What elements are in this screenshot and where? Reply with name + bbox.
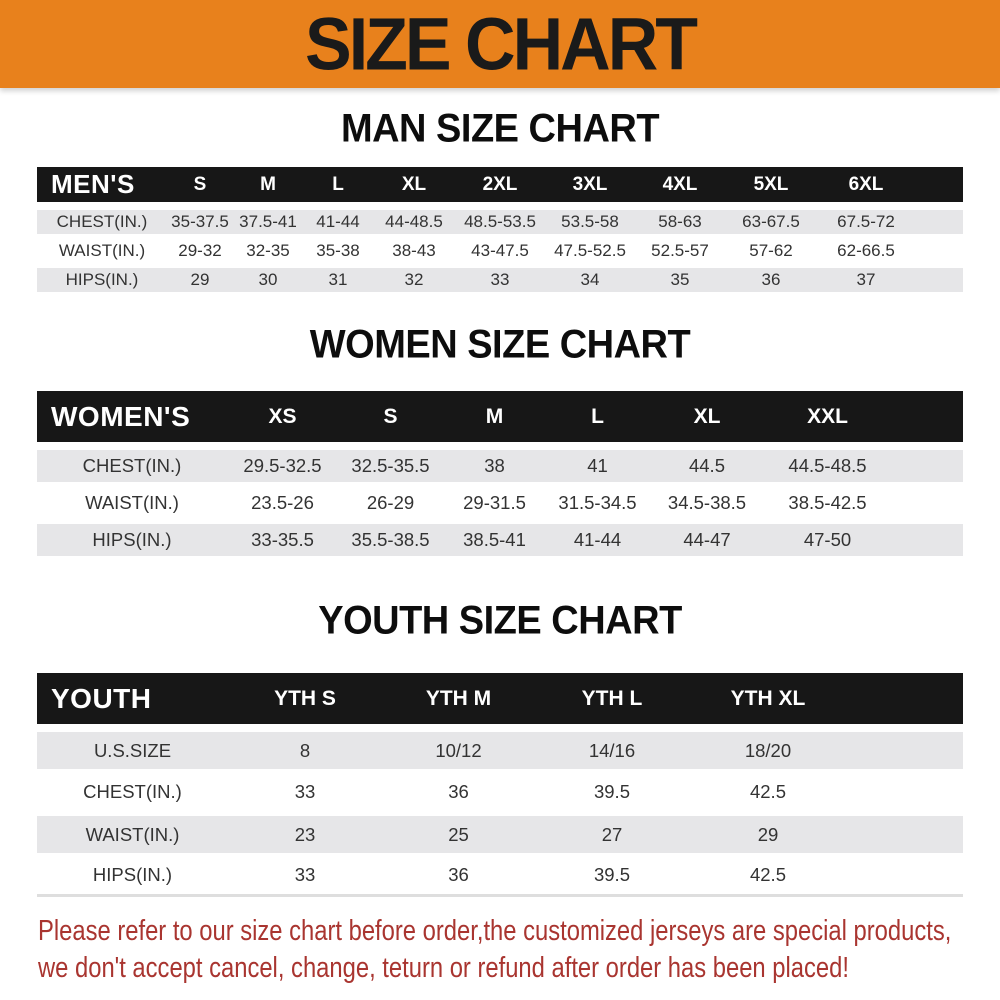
size-cell: 35-37.5 [167, 207, 233, 236]
measurement-row [37, 729, 963, 771]
size-cell: 44-47 [649, 521, 765, 558]
size-cell: 67.5-72 [817, 207, 915, 236]
size-cell: 33 [294, 781, 316, 802]
size-column-header: YTH XL [689, 673, 847, 729]
size-column-header: XL [373, 167, 455, 207]
spacer-cell [847, 729, 963, 771]
size-cell: 14/16 [535, 729, 689, 771]
size-cell: 63-67.5 [725, 207, 817, 236]
size-column-header: 5XL [725, 167, 817, 207]
size-cell: 23.5-26 [251, 491, 314, 513]
spacer-cell [915, 207, 963, 236]
size-cell: 39.5 [535, 855, 689, 897]
men-group-label: MEN'S [37, 167, 167, 207]
measurement-row [37, 265, 963, 294]
men-size-section [0, 108, 1000, 294]
size-cell: 36 [448, 781, 469, 802]
size-column-header: XXL [765, 391, 890, 447]
size-cell: 31.5-34.5 [558, 491, 637, 513]
row-label: WAIST(IN.) [58, 240, 146, 260]
size-cell: 30 [233, 265, 303, 294]
youth-section-heading: YOUTH SIZE CHART [318, 599, 682, 643]
size-cell: 53.5-58 [545, 207, 635, 236]
banner-title: SIZE CHART [305, 2, 695, 86]
size-cell: 62-66.5 [837, 240, 895, 260]
size-cell: 29.5-32.5 [227, 447, 338, 484]
size-cell: 35 [635, 265, 725, 294]
size-column-header: YTH M [382, 673, 535, 729]
spacer-cell [915, 167, 963, 207]
size-column-header: XL [649, 391, 765, 447]
size-cell: 32 [373, 265, 455, 294]
row-label: CHEST(IN.) [83, 781, 182, 802]
size-cell: 36 [725, 265, 817, 294]
table-header-row [37, 391, 963, 447]
spacer-cell [847, 855, 963, 897]
spacer-cell [915, 265, 963, 294]
size-cell: 25 [382, 813, 535, 855]
size-cell: 41-44 [303, 207, 373, 236]
table-header-row [37, 673, 963, 729]
row-label: WAIST(IN.) [85, 491, 179, 513]
measurement-row [37, 447, 963, 484]
size-cell: 39.5 [593, 781, 630, 802]
size-cell: 58-63 [635, 207, 725, 236]
size-column-header: S [338, 391, 443, 447]
youth-group-label: YOUTH [37, 673, 228, 729]
size-cell: 42.5 [689, 855, 847, 897]
women-group-label: WOMEN'S [37, 391, 227, 447]
size-cell: 29-31.5 [463, 491, 526, 513]
spacer-cell [890, 484, 963, 521]
women-size-table [37, 391, 963, 558]
row-label: HIPS(IN.) [37, 521, 227, 558]
spacer-cell [847, 771, 963, 813]
measurement-row [37, 521, 963, 558]
disclaimer-line-1: Please refer to our size chart before order,the customized jerseys are special products, [38, 915, 952, 947]
measurement-row [37, 771, 963, 813]
size-cell: 36 [382, 855, 535, 897]
size-cell: 35-38 [316, 240, 360, 260]
size-cell: 32.5-35.5 [338, 447, 443, 484]
row-label: HIPS(IN.) [37, 265, 167, 294]
size-cell: 34.5-38.5 [667, 491, 747, 513]
size-cell: 37.5-41 [233, 207, 303, 236]
youth-size-table [37, 673, 963, 897]
spacer-cell [847, 813, 963, 855]
size-cell: 23 [228, 813, 382, 855]
size-cell: 38-43 [392, 240, 436, 260]
size-cell: 10/12 [382, 729, 535, 771]
size-cell: 44.5 [649, 447, 765, 484]
size-cell: 35.5-38.5 [338, 521, 443, 558]
measurement-row [37, 484, 963, 521]
youth-size-section [0, 600, 1000, 897]
measurement-row [37, 207, 963, 236]
spacer-cell [847, 673, 963, 729]
spacer-cell [890, 391, 963, 447]
size-cell: 44-48.5 [373, 207, 455, 236]
size-cell: 38.5-41 [443, 521, 546, 558]
size-column-header: L [546, 391, 649, 447]
size-cell: 31 [303, 265, 373, 294]
size-column-header: XS [227, 391, 338, 447]
measurement-row [37, 855, 963, 897]
size-cell: 8 [228, 729, 382, 771]
size-cell: 41 [546, 447, 649, 484]
measurement-row [37, 236, 963, 265]
size-column-header: 6XL [817, 167, 915, 207]
disclaimer-line-2: we don't accept cancel, change, teturn or refund after order has been placed! [38, 952, 849, 984]
size-cell: 38.5-42.5 [788, 491, 867, 513]
size-cell: 37 [817, 265, 915, 294]
size-column-header: S [167, 167, 233, 207]
order-disclaimer [38, 913, 1000, 987]
size-cell: 33 [228, 855, 382, 897]
row-label: U.S.SIZE [37, 729, 228, 771]
size-cell: 33-35.5 [227, 521, 338, 558]
row-label: HIPS(IN.) [37, 855, 228, 897]
size-cell: 32-35 [246, 240, 290, 260]
size-cell: 47.5-52.5 [554, 240, 626, 260]
spacer-cell [915, 236, 963, 265]
size-cell: 52.5-57 [651, 240, 709, 260]
size-cell: 29 [167, 265, 233, 294]
size-cell: 38 [443, 447, 546, 484]
size-sections [0, 108, 1000, 897]
size-cell: 26-29 [366, 491, 415, 513]
size-cell: 29 [689, 813, 847, 855]
size-cell: 44.5-48.5 [765, 447, 890, 484]
spacer-cell [890, 521, 963, 558]
size-column-header: L [303, 167, 373, 207]
men-section-heading: MAN SIZE CHART [340, 107, 660, 151]
size-cell: 29-32 [178, 240, 222, 260]
row-label: CHEST(IN.) [37, 207, 167, 236]
size-column-header: M [233, 167, 303, 207]
size-cell: 33 [455, 265, 545, 294]
size-cell: 57-62 [749, 240, 793, 260]
size-cell: 42.5 [749, 781, 786, 802]
size-column-header: YTH L [535, 673, 689, 729]
size-cell: 41-44 [546, 521, 649, 558]
measurement-row [37, 813, 963, 855]
size-column-header: YTH S [228, 673, 382, 729]
size-chart-banner [0, 0, 1000, 88]
size-cell: 18/20 [689, 729, 847, 771]
size-column-header: M [443, 391, 546, 447]
size-column-header: 2XL [455, 167, 545, 207]
women-section-heading: WOMEN SIZE CHART [309, 323, 691, 367]
row-label: WAIST(IN.) [37, 813, 228, 855]
size-cell: 34 [545, 265, 635, 294]
size-cell: 47-50 [765, 521, 890, 558]
women-size-section [0, 324, 1000, 558]
table-header-row [37, 167, 963, 207]
row-label: CHEST(IN.) [37, 447, 227, 484]
spacer-cell [890, 447, 963, 484]
size-column-header: 3XL [545, 167, 635, 207]
size-cell: 48.5-53.5 [455, 207, 545, 236]
size-cell: 27 [535, 813, 689, 855]
size-column-header: 4XL [635, 167, 725, 207]
men-size-table [37, 167, 963, 294]
size-cell: 43-47.5 [471, 240, 529, 260]
